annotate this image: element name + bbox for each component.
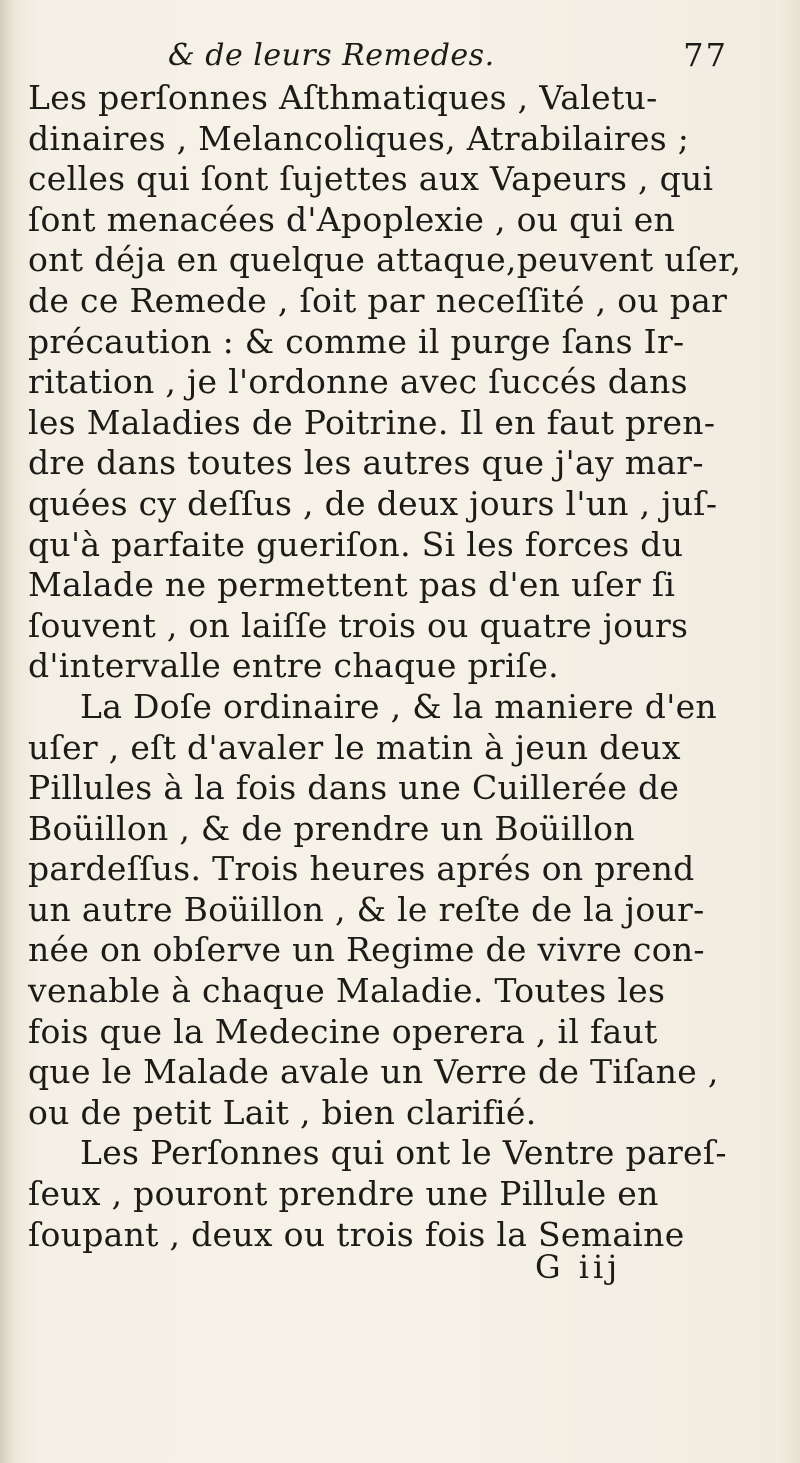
page-gutter-shadow — [0, 0, 14, 1463]
text-line: celles qui ſont ſujettes aux Vapeurs , qui — [28, 159, 714, 199]
text-line: venable à chaque Maladie. Toutes les — [28, 971, 666, 1011]
text-line: ſoupant , deux ou trois fois la Semaine — [28, 1214, 685, 1254]
text-line: de ce Remede , ſoit par neceſſité , ou par — [28, 280, 728, 320]
text-line: Boüillon , & de prendre un Boüillon — [28, 808, 635, 848]
text-line: ſouvent , on laiſſe trois ou quatre jours — [28, 605, 689, 645]
text-line: un autre Boüillon , & le reſte de la jour- — [28, 889, 705, 929]
text-line: ont déja en quelque attaque,peuvent uſer, — [28, 240, 742, 280]
text-line: uſer , eſt d'avaler le matin à jeun deux — [28, 727, 681, 767]
text-line: qu'à parfaite gueriſon. Si les forces du — [28, 524, 684, 564]
text-line: d'intervalle entre chaque priſe. — [28, 646, 559, 686]
text-line: précaution : & comme il purge ſans Ir- — [28, 321, 685, 361]
page-number: 77 — [683, 36, 728, 74]
body-text — [28, 78, 758, 1255]
text-line: ſont menacées d'Apoplexie , ou qui en — [28, 199, 676, 239]
text-line: ſeux , pouront prendre une Pillule en — [28, 1174, 659, 1214]
text-line: ritation , je l'ordonne avec ſuccés dans — [28, 362, 688, 402]
page-header — [168, 38, 728, 82]
signature-mark: G iij — [535, 1248, 622, 1286]
text-line: ou de petit Lait , bien clarifié. — [28, 1092, 537, 1132]
text-line: que le Malade avale un Verre de Tiſane , — [28, 1052, 719, 1092]
text-line: dinaires , Melancoliques, Atrabilaires ; — [28, 118, 690, 158]
text-line: les Maladies de Poitrine. Il en faut pren- — [28, 402, 716, 442]
text-line: quées cy deſſus , de deux jours l'un , juſ- — [28, 483, 718, 523]
text-line: Pillules à la fois dans une Cuillerée de — [28, 768, 680, 808]
text-line-paragraph-start: Les Perſonnes qui ont le Ventre pareſ- — [80, 1133, 727, 1173]
text-line: née on obſerve un Regime de vivre con- — [28, 930, 705, 970]
running-head: & de leurs Remedes. — [168, 38, 495, 73]
text-line: dre dans toutes les autres que j'ay mar- — [28, 443, 704, 483]
text-line: fois que la Medecine operera , il faut — [28, 1011, 658, 1051]
text-line-paragraph-start: La Doſe ordinaire , & la maniere d'en — [80, 686, 717, 726]
text-line: Les perſonnes Aſthmatiques , Valetu- — [28, 78, 658, 117]
text-line: pardeſſus. Trois heures aprés on prend — [28, 849, 695, 889]
text-line: Malade ne permettent pas d'en uſer ſi — [28, 565, 676, 605]
